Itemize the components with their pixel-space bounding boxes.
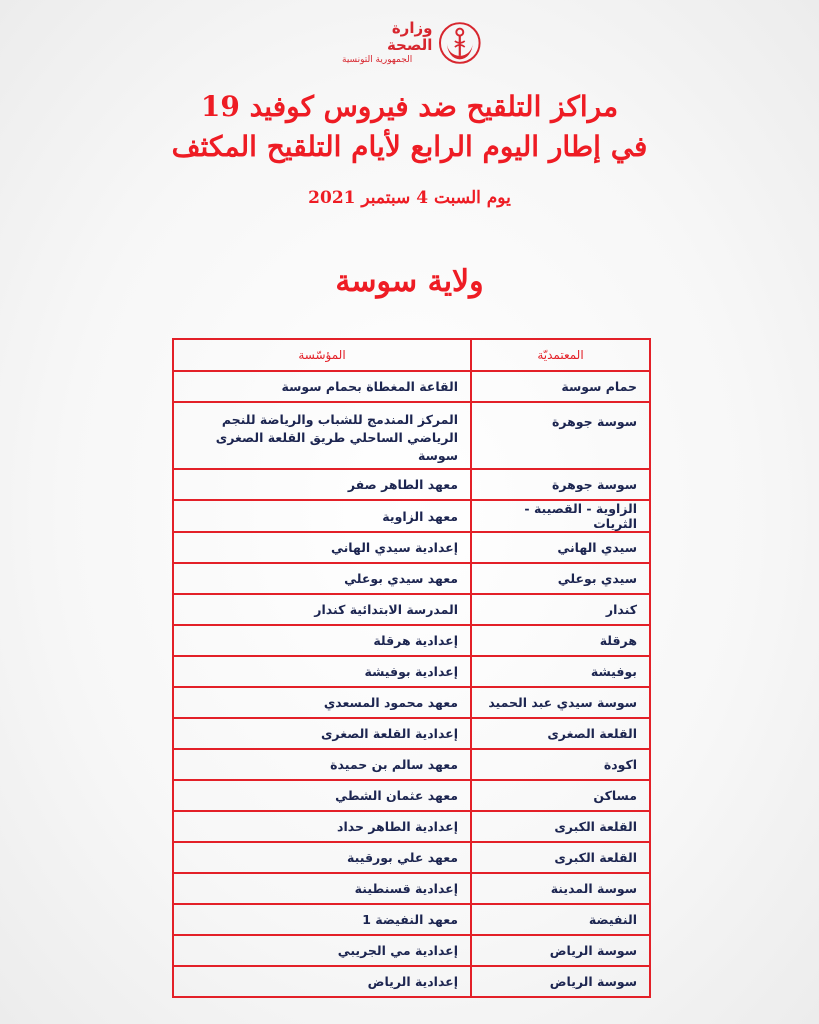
delegation-cell: سوسة جوهرة bbox=[471, 469, 650, 500]
institution-cell: إعدادية الرياض bbox=[173, 966, 471, 997]
ministry-logo bbox=[342, 18, 482, 68]
table-row bbox=[173, 469, 650, 500]
institution-cell: إعدادية الطاهر حداد bbox=[173, 811, 471, 842]
column-header-institution: المؤسّسة bbox=[173, 339, 471, 371]
institution-cell: إعدادية بوفيشة bbox=[173, 656, 471, 687]
delegation-cell: هرقلة bbox=[471, 625, 650, 656]
table-row bbox=[173, 625, 650, 656]
delegation-cell: القلعة الصغرى bbox=[471, 718, 650, 749]
institution-cell: القاعة المغطاة بحمام سوسة bbox=[173, 371, 471, 402]
table-row bbox=[173, 687, 650, 718]
anchor-crescent-icon bbox=[438, 21, 482, 65]
delegation-cell: اكودة bbox=[471, 749, 650, 780]
table-row bbox=[173, 594, 650, 625]
delegation-cell: سوسة سيدي عبد الحميد bbox=[471, 687, 650, 718]
institution-cell: إعدادية القلعة الصغرى bbox=[173, 718, 471, 749]
table-row bbox=[173, 563, 650, 594]
delegation-cell: سوسة الرياض bbox=[471, 966, 650, 997]
table-row bbox=[173, 402, 650, 469]
table-row bbox=[173, 873, 650, 904]
institution-cell: إعدادية قسنطينة bbox=[173, 873, 471, 904]
table-row bbox=[173, 966, 650, 997]
table-row bbox=[173, 371, 650, 402]
logo-subtitle: الجمهورية التونسية bbox=[342, 55, 413, 65]
delegation-cell: مساكن bbox=[471, 780, 650, 811]
delegation-cell: القلعة الكبرى bbox=[471, 842, 650, 873]
institution-cell: معهد محمود المسعدي bbox=[173, 687, 471, 718]
table-row bbox=[173, 811, 650, 842]
delegation-cell: حمام سوسة bbox=[471, 371, 650, 402]
delegation-cell: سوسة الرياض bbox=[471, 935, 650, 966]
page-title-line1: مراكز التلقيح ضد فيروس كوفيد 19 bbox=[200, 90, 619, 123]
delegation-cell: سيدي بوعلي bbox=[471, 563, 650, 594]
date-line: يوم السبت 4 سبتمبر 2021 bbox=[308, 188, 511, 208]
delegation-cell: الزاوية - القصيبة - الثريات bbox=[471, 500, 650, 532]
table-row bbox=[173, 532, 650, 563]
table-row bbox=[173, 500, 650, 532]
vaccination-centers-table bbox=[172, 338, 651, 998]
institution-cell: معهد سالم بن حميدة bbox=[173, 749, 471, 780]
table-row bbox=[173, 718, 650, 749]
logo-name: وزارة الصحة bbox=[386, 19, 433, 54]
delegation-cell: بوفيشة bbox=[471, 656, 650, 687]
institution-cell: إعدادية سيدي الهاني bbox=[173, 532, 471, 563]
institution-cell: إعدادية هرقلة bbox=[173, 625, 471, 656]
institution-cell: معهد النفيضة 1 bbox=[173, 904, 471, 935]
institution-cell: معهد الزاوية bbox=[173, 500, 471, 532]
delegation-cell: سوسة المدينة bbox=[471, 873, 650, 904]
table-row bbox=[173, 904, 650, 935]
governorate-title: ولاية سوسة bbox=[335, 264, 484, 299]
institution-cell: المركز المندمج للشباب والرياضة للنجم الرياضي الساحلي طريق القلعة الصغرى سوسة bbox=[173, 402, 471, 469]
institution-cell: معهد عثمان الشطي bbox=[173, 780, 471, 811]
table-header-row bbox=[173, 339, 650, 371]
institution-cell: معهد سيدي بوعلي bbox=[173, 563, 471, 594]
page-title-line2: في إطار اليوم الرابع لأيام التلقيح المكثف bbox=[171, 130, 648, 163]
column-header-delegation: المعتمديّة bbox=[471, 339, 650, 371]
institution-cell: المدرسة الابتدائية كندار bbox=[173, 594, 471, 625]
table-row bbox=[173, 935, 650, 966]
institution-cell: معهد الطاهر صفر bbox=[173, 469, 471, 500]
delegation-cell: سوسة جوهرة bbox=[471, 402, 650, 469]
delegation-cell: سيدي الهاني bbox=[471, 532, 650, 563]
delegation-cell: كندار bbox=[471, 594, 650, 625]
table-row bbox=[173, 749, 650, 780]
delegation-cell: النفيضة bbox=[471, 904, 650, 935]
institution-cell: إعدادية مي الجريبي bbox=[173, 935, 471, 966]
table-row bbox=[173, 842, 650, 873]
table-row bbox=[173, 656, 650, 687]
table-row bbox=[173, 780, 650, 811]
delegation-cell: القلعة الكبرى bbox=[471, 811, 650, 842]
institution-cell: معهد علي بورقيبة bbox=[173, 842, 471, 873]
